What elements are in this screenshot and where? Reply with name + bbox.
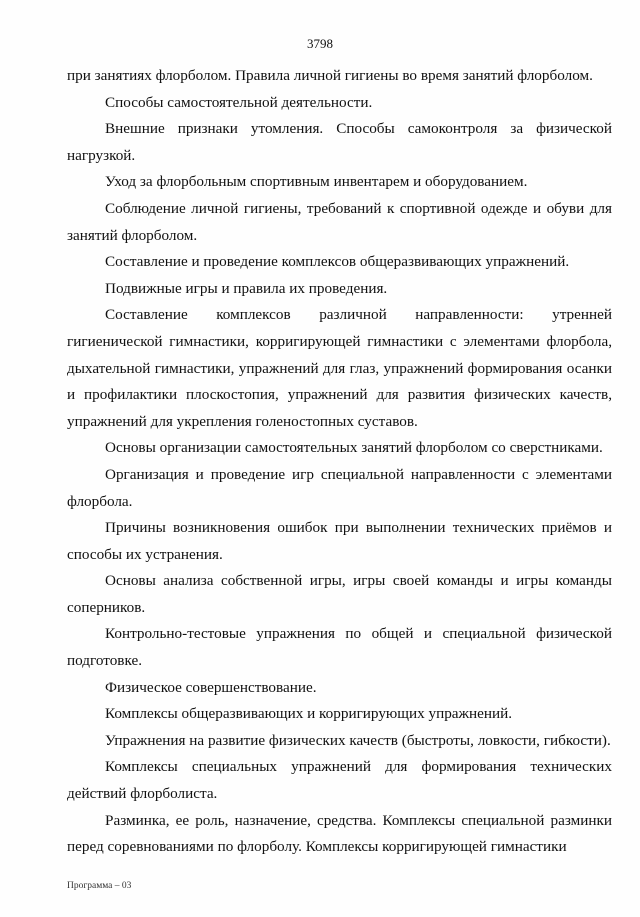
paragraph: Уход за флорбольным спортивным инвентарем и оборудованием.	[105, 173, 528, 191]
paragraph: Комплексы специальных упражнений для формирования технических действий флорболиста.	[67, 758, 612, 803]
paragraph: Физическое совершенствование.	[105, 678, 317, 696]
paragraph: Составление комплексов различной направленности: утренней гигиенической гимнастики, корригирующей гимнастики с элементами флорбола, дыхательной гимнастики, упражнений для глаз, упражнений формирования осанки и профилактики плоскостопия, упражнений для развития физических качеств, упражнений для укрепления голеностопных суставов.	[67, 306, 612, 430]
paragraph: Разминка, ее роль, назначение, средства. Комплексы специальной разминки перед соревнованиями по флорболу. Комплексы корригирующей гимнастики	[67, 811, 612, 856]
paragraph-continuation: при занятиях флорболом. Правила личной гигиены во время занятий флорболом.	[67, 67, 593, 84]
paragraph: Внешние признаки утомления. Способы самоконтроля за физической нагрузкой.	[67, 120, 612, 164]
paragraph: Упражнения на развитие физических качеств (быстроты, ловкости, гибкости).	[105, 731, 611, 749]
paragraph: Организация и проведение игр специальной направленности с элементами флорбола.	[67, 465, 612, 510]
paragraph: Комплексы общеразвивающих и корригирующих упражнений.	[105, 705, 513, 723]
page-footer: Программа – 03	[67, 881, 132, 891]
paragraph: Причины возникновения ошибок при выполнении технических приёмов и способы их устранения.	[67, 519, 612, 563]
paragraph: Основы организации самостоятельных занятий флорболом со сверстниками.	[105, 439, 603, 457]
paragraph: Соблюдение личной гигиены, требований к спортивной одежде и обуви для занятий флорболом.	[67, 199, 612, 244]
paragraph: Составление и проведение комплексов общеразвивающих упражнений.	[105, 253, 570, 271]
paragraph: Основы анализа собственной игры, игры своей команды и игры команды соперников.	[67, 572, 612, 616]
document-body	[67, 63, 612, 861]
paragraph: Способы самостоятельной деятельности.	[105, 93, 373, 111]
page-number: 3798	[307, 36, 333, 51]
paragraph: Подвижные игры и правила их проведения.	[105, 279, 388, 297]
paragraph: Контрольно-тестовые упражнения по общей и специальной физической подготовке.	[67, 625, 612, 670]
